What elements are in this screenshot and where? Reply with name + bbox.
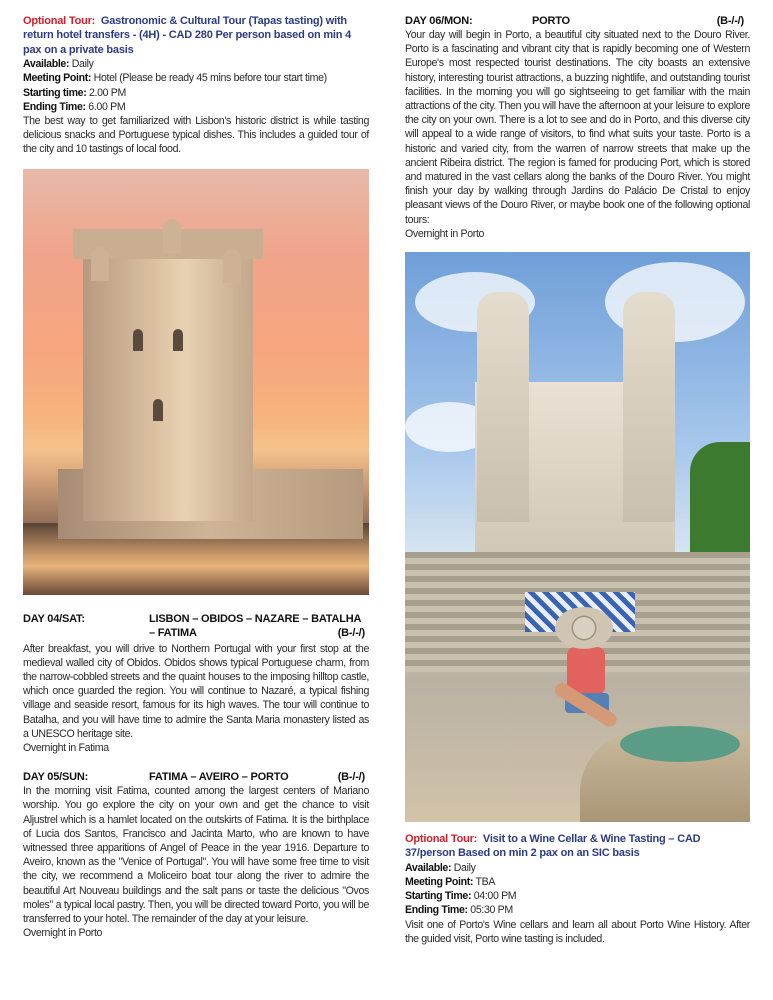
tower-window [173,329,183,351]
day05-body: In the morning visit Fatima, counted among the largest centers of Mariano worship. You go explore the city on your own and get the chance to visit Aljustrel which is a hamlet located on the outskirts of Fatima. It is the birthplace of Lucia dos Santos, Francisco and Jacinta Marto, who are known to have witnessed three apparitions of Angel of Peace in the year 1916. Departure to Aveiro, known as the "Venice of Portugal". You will have some free time to visit the city, we recommend a Moliceiro boat tour along the river to admire the beautiful Art Nouveau buildings and the salt pans or taste the delicious "Ovos moles" a typical local pastry. Then, you will be directed toward Porto, you will be transferred to your hotel. The remainder of the day at your leisure. [23,785,369,926]
day-route: LISBON – OBIDOS – NAZARE – BATALHA – FATIMA [149,612,361,639]
day06-heading [405,14,750,28]
optional-tour-heading [405,832,750,861]
day-label: DAY 06/MON: [405,15,473,27]
optional-tour-title: Visit to a Wine Cellar & Wine Tasting – CAD 37/person Based on min 2 pax on an SIC basis [405,833,701,860]
optional-tour-tag: Optional Tour: [23,15,96,27]
available-line: Available: Daily [23,58,94,71]
optional-tour-heading [23,14,369,57]
tower-body [83,251,253,521]
day-route: FATIMA – AVEIRO – PORTO [149,771,289,784]
tower-window [133,329,143,351]
day-meals: (B-/-/) [337,771,365,784]
day-meals: (B-/-/) [716,15,744,27]
ending-time-line: Ending Time: 05:30 PM [405,904,513,917]
turret [91,247,109,281]
starting-time-line: Starting time: 2.00 PM [23,86,126,99]
day04-body: After breakfast, you will drive to Northern Portugal with your first stop at the medieval walled city of Obidos. Obidos shows typical Portuguese charm, from the narrow-cobbled streets and the quaint houses to the imposing hilltop castle, which once guarded the region. You will continue to Nazaré, a typical fishing village and seaside resort, famous for its high waves. The tour will continue to Batalha, and you will have time to admire the Santa Maria monastery listed as a UNESCO heritage site. [23,642,369,740]
day-label: DAY 05/SUN: [23,771,89,784]
day-label: DAY 04/SAT: [23,612,85,625]
left-column [23,14,369,941]
turret [223,249,241,283]
meeting-point-line: Meeting Point: TBA [405,876,496,889]
optional-tour-description: The best way to get familiarized with Lisbon's historic district is while tasting delicious snacks and Portuguese typical dishes. This includes a guided tour of the city and 10 tastings of local food. [23,115,369,156]
right-column [405,14,750,946]
ending-time-line: Ending Time: 6.00 PM [23,100,126,113]
traveler-figure [555,607,635,807]
day04-overnight: Overnight in Fatima [23,742,109,755]
day05-overnight: Overnight in Porto [23,927,103,940]
belem-tower-photo [23,169,369,595]
tower-window [153,399,163,421]
day06-overnight: Overnight in Porto [405,227,485,240]
day-route: PORTO [532,15,570,27]
lamego-sanctuary-photo [405,252,750,822]
sun-hat [555,607,613,649]
meeting-point-line: Meeting Point: Hotel (Please be ready 45 mins before tour start time) [23,72,327,85]
optional-tour-tag: Optional Tour: [405,833,478,846]
day06-body: Your day will begin in Porto, a beautiful city situated next to the Douro River. Porto is a fascinating and vibrant city that is rapidly becoming one of Western Europe's most respected tourist destinations. The city boasts an extensive history, interesting tourist attractions, a buzzing nightlife, and outstanding tourist facilities. In the morning you will go sightseeing to get familiar with the main attractions of the city. Then you will have the afternoon at your leisure to explore the city on your own. There is a lot to see and do in Porto, and this diverse city will appeal to a wide range of visitors, to find what suits your taste. Porto is a historic and varied city, from the warren of narrow streets that make up the ancient Ribeira district. The region is famed for producing Port, which is stored and matured in the vast cellars along the banks of the Douro River. You might finish your day by walking through Jardins do Palácio De Cristal to enjoy pleasant views of the Douro River, or maybe book one of the following optional tours: [405,29,750,226]
optional-tour-description: Visit one of Porto's Wine cellars and learn all about Porto Wine History. After the guided visit, Porto wine tasting is included. [405,918,750,945]
day04-heading [23,612,369,639]
day-meals: (B-/-/) [337,626,365,639]
optional-tour-title: Gastronomic & Cultural Tour (Tapas tasting) with return hotel transfers - (4H) - CAD 280 Per person based on min 4 pax on a private basis [23,15,352,56]
fountain-pool [620,726,740,762]
starting-time-line: Starting Time: 04:00 PM [405,890,517,903]
turret [163,219,181,253]
day05-heading [23,770,369,784]
bell-tower [477,292,529,522]
bell-tower [623,292,675,522]
available-line: Available: Daily [405,861,476,874]
